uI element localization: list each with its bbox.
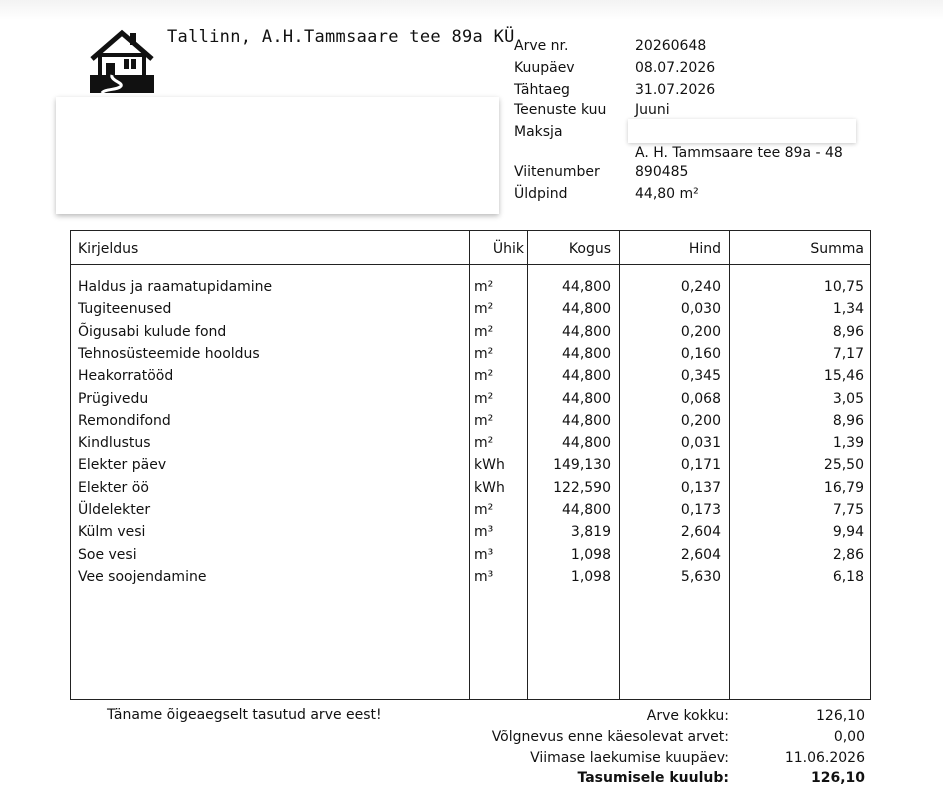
table-cell: Elekter päev (78, 457, 167, 474)
table-cell: 8,96 (832, 412, 864, 429)
house-logo-icon (86, 29, 158, 95)
table-cell: 0,068 (680, 390, 721, 407)
table-cell: 15,46 (823, 368, 864, 385)
table-cell: 9,94 (832, 524, 864, 541)
table-cell: m² (474, 323, 494, 340)
table-cell: 0,200 (680, 323, 721, 340)
table-cell: 1,39 (832, 435, 864, 452)
table-cell: 2,604 (680, 524, 721, 541)
table-cell: 5,630 (680, 568, 721, 585)
table-cell: 149,130 (553, 457, 611, 474)
total-label: Viimase laekumise kuupäev: (530, 750, 729, 766)
table-cell: 0,030 (680, 301, 721, 318)
table-cell: m³ (474, 546, 494, 563)
total-label: Arve kokku: (646, 708, 729, 724)
table-cell: 0,345 (680, 368, 721, 385)
table-cell: 1,098 (570, 546, 611, 563)
table-cell: 44,800 (562, 323, 611, 340)
table-cell: Kindlustus (78, 435, 151, 452)
table-cell: 44,800 (562, 301, 611, 318)
column-divider (527, 231, 528, 699)
meta-value: 31.07.2026 (635, 82, 716, 98)
table-cell: Remondifond (78, 412, 171, 429)
table-cell: 122,590 (553, 479, 611, 496)
payer-name-box (628, 119, 856, 143)
total-value: 0,00 (833, 729, 865, 745)
table-cell: 25,50 (823, 457, 864, 474)
column-header: Kirjeldus (78, 241, 139, 257)
table-cell: 44,800 (562, 279, 611, 295)
meta-value: 08.07.2026 (635, 60, 716, 76)
meta-value: 44,80 m² (635, 186, 699, 202)
meta-label: Maksja (514, 124, 563, 140)
total-label: Tasumisele kuulub: (577, 770, 729, 786)
header-divider (71, 264, 870, 265)
top-edge-shadow (0, 0, 943, 20)
table-cell: 2,86 (832, 546, 864, 563)
table-cell: Külm vesi (78, 524, 146, 541)
table-cell: 44,800 (562, 390, 611, 407)
column-divider (729, 231, 730, 699)
table-cell: m² (474, 368, 494, 385)
table-cell: Haldus ja raamatupidamine (78, 279, 273, 295)
column-header: Kogus (568, 241, 611, 257)
meta-value: Juuni (635, 102, 670, 118)
table-cell: Üldelekter (78, 502, 151, 518)
table-cell: 8,96 (832, 323, 864, 340)
meta-value: 20260648 (635, 38, 707, 54)
table-cell: 0,240 (680, 279, 721, 295)
meta-label: Viitenumber (514, 164, 600, 180)
page-title: Tallinn, A.H.Tammsaare tee 89a KÜ (167, 27, 515, 47)
column-divider (469, 231, 470, 699)
table-cell: 10,75 (823, 279, 864, 295)
meta-value: 890485 (635, 164, 689, 180)
table-cell: Prügivedu (78, 390, 149, 407)
table-cell: 0,171 (680, 457, 721, 474)
table-cell: m² (474, 412, 494, 429)
table-cell: m² (474, 345, 494, 362)
table-cell: m² (474, 435, 494, 452)
table-cell: Soe vesi (78, 546, 137, 563)
table-cell: 44,800 (562, 412, 611, 429)
table-cell: kWh (474, 479, 505, 496)
total-value: 126,10 (810, 770, 865, 786)
table-cell: Heakorratööd (78, 368, 174, 385)
table-cell: 1,34 (832, 301, 864, 318)
meta-label: Teenuste kuu (514, 102, 607, 118)
meta-label: Kuupäev (514, 60, 575, 76)
invoice-table (70, 230, 871, 700)
table-cell: 0,137 (680, 479, 721, 496)
table-cell: 44,800 (562, 502, 611, 518)
column-divider (619, 231, 620, 699)
table-cell: 0,031 (680, 435, 721, 452)
table-cell: m² (474, 279, 494, 295)
recipient-address-box (56, 97, 499, 214)
table-cell: 44,800 (562, 435, 611, 452)
column-header: Ühik (492, 241, 524, 257)
table-cell: 3,819 (570, 524, 611, 541)
table-cell: m² (474, 502, 494, 518)
table-cell: m² (474, 301, 494, 318)
table-cell: 16,79 (823, 479, 864, 496)
table-cell: m³ (474, 524, 494, 541)
thank-you-note: Täname õigeaegselt tasutud arve eest! (107, 707, 382, 723)
column-header: Hind (688, 241, 721, 257)
meta-label: Arve nr. (514, 38, 569, 54)
meta-label: Üldpind (514, 186, 568, 202)
table-cell: m² (474, 390, 494, 407)
total-label: Võlgnevus enne käesolevat arvet: (491, 729, 729, 745)
table-cell: 7,17 (832, 345, 864, 362)
table-cell: 44,800 (562, 368, 611, 385)
table-cell: kWh (474, 457, 505, 474)
meta-value: A. H. Tammsaare tee 89a - 48 (635, 145, 843, 161)
table-cell: Elekter öö (78, 479, 149, 496)
table-cell: 3,05 (832, 390, 864, 407)
meta-label: Tähtaeg (514, 82, 570, 98)
table-cell: 44,800 (562, 345, 611, 362)
table-cell: 0,173 (680, 502, 721, 518)
table-cell: 0,160 (680, 345, 721, 362)
table-cell: 6,18 (832, 568, 864, 585)
table-cell: 0,200 (680, 412, 721, 429)
table-cell: 7,75 (832, 502, 864, 518)
total-value: 11.06.2026 (784, 750, 865, 766)
table-cell: 2,604 (680, 546, 721, 563)
table-cell: Õigusabi kulude fond (78, 323, 227, 340)
total-value: 126,10 (816, 708, 865, 724)
table-cell: m³ (474, 568, 494, 585)
table-cell: Tugiteenused (78, 301, 172, 318)
table-cell: 1,098 (570, 568, 611, 585)
table-cell: Vee soojendamine (78, 568, 207, 585)
column-header: Summa (810, 241, 864, 257)
table-cell: Tehnosüsteemide hooldus (78, 345, 260, 362)
